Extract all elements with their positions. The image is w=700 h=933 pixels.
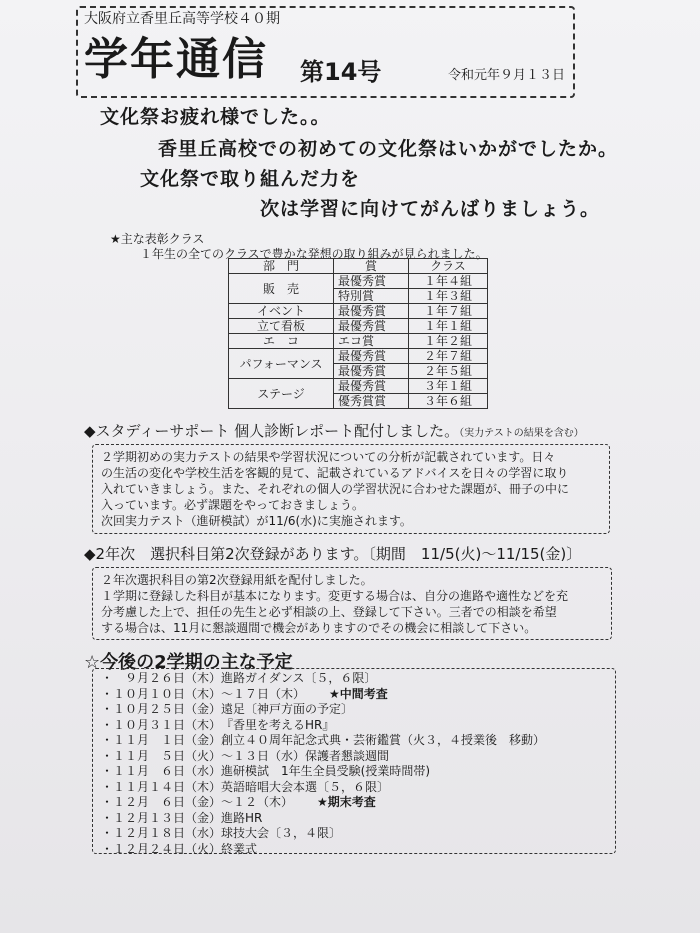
schedule-box — [92, 668, 616, 854]
page-title: 学年通信 — [84, 34, 268, 85]
award-class: ３年６組 — [409, 394, 488, 409]
message-line-3: 文化祭で取り組んだ力を — [140, 168, 361, 190]
schedule-item — [101, 733, 607, 749]
schedule-event: 球技大会〔３，４限〕 — [221, 826, 342, 840]
awards-subtitle: １年生の全てのクラスで豊かな発想の取り組みが見られました。 — [140, 247, 488, 261]
study-support-line: 入っています。必ず課題をやっておきましょう。 — [101, 498, 365, 512]
school-name: 大阪府立香里丘高等学校４０期 — [84, 11, 280, 27]
award-class: ３年１組 — [409, 379, 488, 394]
study-support-note: （実力テストの結果を含む） — [459, 428, 584, 439]
schedule-event: 創立４０周年記念式典・芸術鑑賞（火３，４授業後 移動） — [221, 733, 546, 747]
study-support-line: の生活の変化や学校生活を客観的見て、記載されているアドバイスを日々の学習に取り — [101, 466, 569, 480]
issue-number: 第14号 — [300, 58, 382, 86]
schedule-date: ・１０月３１日（木） — [101, 717, 222, 732]
award-prize: 特別賞 — [334, 289, 409, 304]
schedule-heading: ☆今後の2学期の主な予定 — [84, 652, 293, 673]
schedule-date: ・１２月２４日（火） — [101, 841, 222, 856]
elective-line: する場合は、11月に懇談週間で機会がありますのでその機会に相談して下さい。 — [101, 621, 537, 635]
award-category: エ コ — [229, 334, 334, 349]
elective-line: １学期に登録した科目が基本になります。変更する場合は、自分の進路や適性などを充 — [101, 589, 569, 603]
issue-date: 令和元年９月１３日 — [448, 68, 566, 83]
schedule-item — [101, 671, 607, 687]
schedule-item — [101, 780, 607, 796]
schedule-item — [101, 811, 607, 827]
schedule-date: ・１１月 １日（金） — [101, 733, 222, 747]
schedule-event: 進路ガイダンス〔５，６限〕 — [221, 671, 377, 685]
schedule-event: 『香里を考えるHR』 — [221, 717, 335, 732]
award-category: ステージ — [229, 379, 334, 409]
schedule-item — [101, 687, 607, 703]
message-line-4: 次は学習に向けてがんばりましょう。 — [260, 198, 601, 220]
elective-line: 分考慮した上で、担任の先生と必ず相談の上、登録して下さい。三者での相談を希望 — [101, 605, 557, 619]
schedule-event: 進路HR — [221, 810, 263, 825]
schedule-date: ・１１月１４日（木） — [101, 779, 222, 794]
award-prize: 最優秀賞 — [334, 319, 409, 334]
schedule-event: 保護者懇談週間 — [305, 748, 390, 763]
awards-heading: ★主な表彰クラス — [110, 232, 205, 246]
message-line-2: 香里丘高校での初めての文化祭はいかがでしたか。 — [158, 138, 619, 160]
award-class: １年２組 — [409, 334, 488, 349]
schedule-item — [101, 826, 607, 842]
award-prize: エコ賞 — [334, 334, 409, 349]
col-class: クラス — [409, 259, 488, 274]
schedule-highlight: ★期末考査 — [317, 795, 376, 809]
award-class: １年１組 — [409, 319, 488, 334]
schedule-date: ・１１月 ５日（火）～１３日（水） — [101, 748, 306, 763]
study-support-box — [92, 444, 610, 534]
awards-row — [229, 304, 488, 319]
elective-heading: ◆2年次 選択科目第2次登録があります。〔期間 11/5(火)～11/15(金)〕 — [84, 545, 582, 563]
awards-header-row — [229, 259, 488, 274]
schedule-date: ・ ９月２６日（木） — [101, 671, 222, 685]
schedule-date: ・１２月１８日（水） — [101, 826, 222, 840]
schedule-item — [101, 842, 607, 858]
schedule-event: 終業式 — [221, 841, 258, 856]
elective-box — [92, 567, 612, 640]
schedule-item — [101, 795, 607, 811]
schedule-item — [101, 749, 607, 765]
award-prize: 優秀賞賞 — [334, 394, 409, 409]
awards-row — [229, 379, 488, 394]
col-prize: 賞 — [334, 259, 409, 274]
study-support-line: ２学期初めの実力テストの結果や学習状況についての分析が記載されています。日々 — [101, 450, 556, 464]
award-prize: 最優秀賞 — [334, 304, 409, 319]
schedule-item — [101, 718, 607, 734]
study-support-line: 入れていきましょう。また、それぞれの個人の学習状況に合わせた課題が、冊子の中に — [101, 482, 570, 496]
award-category: パフォーマンス — [229, 349, 334, 379]
message-line-1: 文化祭お疲れ様でした。。 — [100, 106, 331, 128]
awards-row — [229, 349, 488, 364]
award-class: ２年５組 — [409, 364, 488, 379]
schedule-item — [101, 764, 607, 780]
award-class: １年７組 — [409, 304, 488, 319]
award-class: １年４組 — [409, 274, 488, 289]
award-category: 立て看板 — [229, 319, 334, 334]
schedule-item — [101, 702, 607, 718]
schedule-date: ・１０月２５日（金） — [101, 702, 222, 716]
award-prize: 最優秀賞 — [334, 364, 409, 379]
elective-line: ２年次選択科目の第2次登録用紙を配付しました。 — [101, 573, 373, 587]
schedule-event: 英語暗唱大会本選〔５，６限〕 — [221, 779, 390, 794]
award-class: ２年７組 — [409, 349, 488, 364]
award-class: １年３組 — [409, 289, 488, 304]
award-prize: 最優秀賞 — [334, 274, 409, 289]
award-category: イベント — [229, 304, 334, 319]
award-prize: 最優秀賞 — [334, 349, 409, 364]
awards-row — [229, 319, 488, 334]
study-support-heading — [84, 420, 584, 441]
schedule-highlight: ★中間考査 — [329, 686, 388, 701]
col-category: 部 門 — [229, 259, 334, 274]
study-support-line: 次回実力テスト（進研模試）が11/6(水)に実施されます。 — [101, 514, 412, 528]
awards-table — [228, 258, 488, 409]
schedule-date: ・１１月 ６日（水） — [101, 764, 222, 778]
award-category: 販 売 — [229, 274, 334, 304]
schedule-event: 進研模試 1年生全員受験(授業時間帯) — [221, 764, 431, 778]
awards-row — [229, 334, 488, 349]
study-support-title: ◆スタディーサポート 個人診断レポート配付しました。 — [84, 422, 460, 440]
schedule-date: ・１０月１０日（木）～１７日（木） — [101, 686, 306, 701]
schedule-date: ・１２月１３日（金） — [101, 810, 222, 825]
schedule-date: ・１２月 ６日（金）～１２（木） — [101, 795, 294, 809]
schedule-event: 遠足〔神戸方面の予定〕 — [221, 702, 354, 716]
awards-row — [229, 274, 488, 289]
award-prize: 最優秀賞 — [334, 379, 409, 394]
